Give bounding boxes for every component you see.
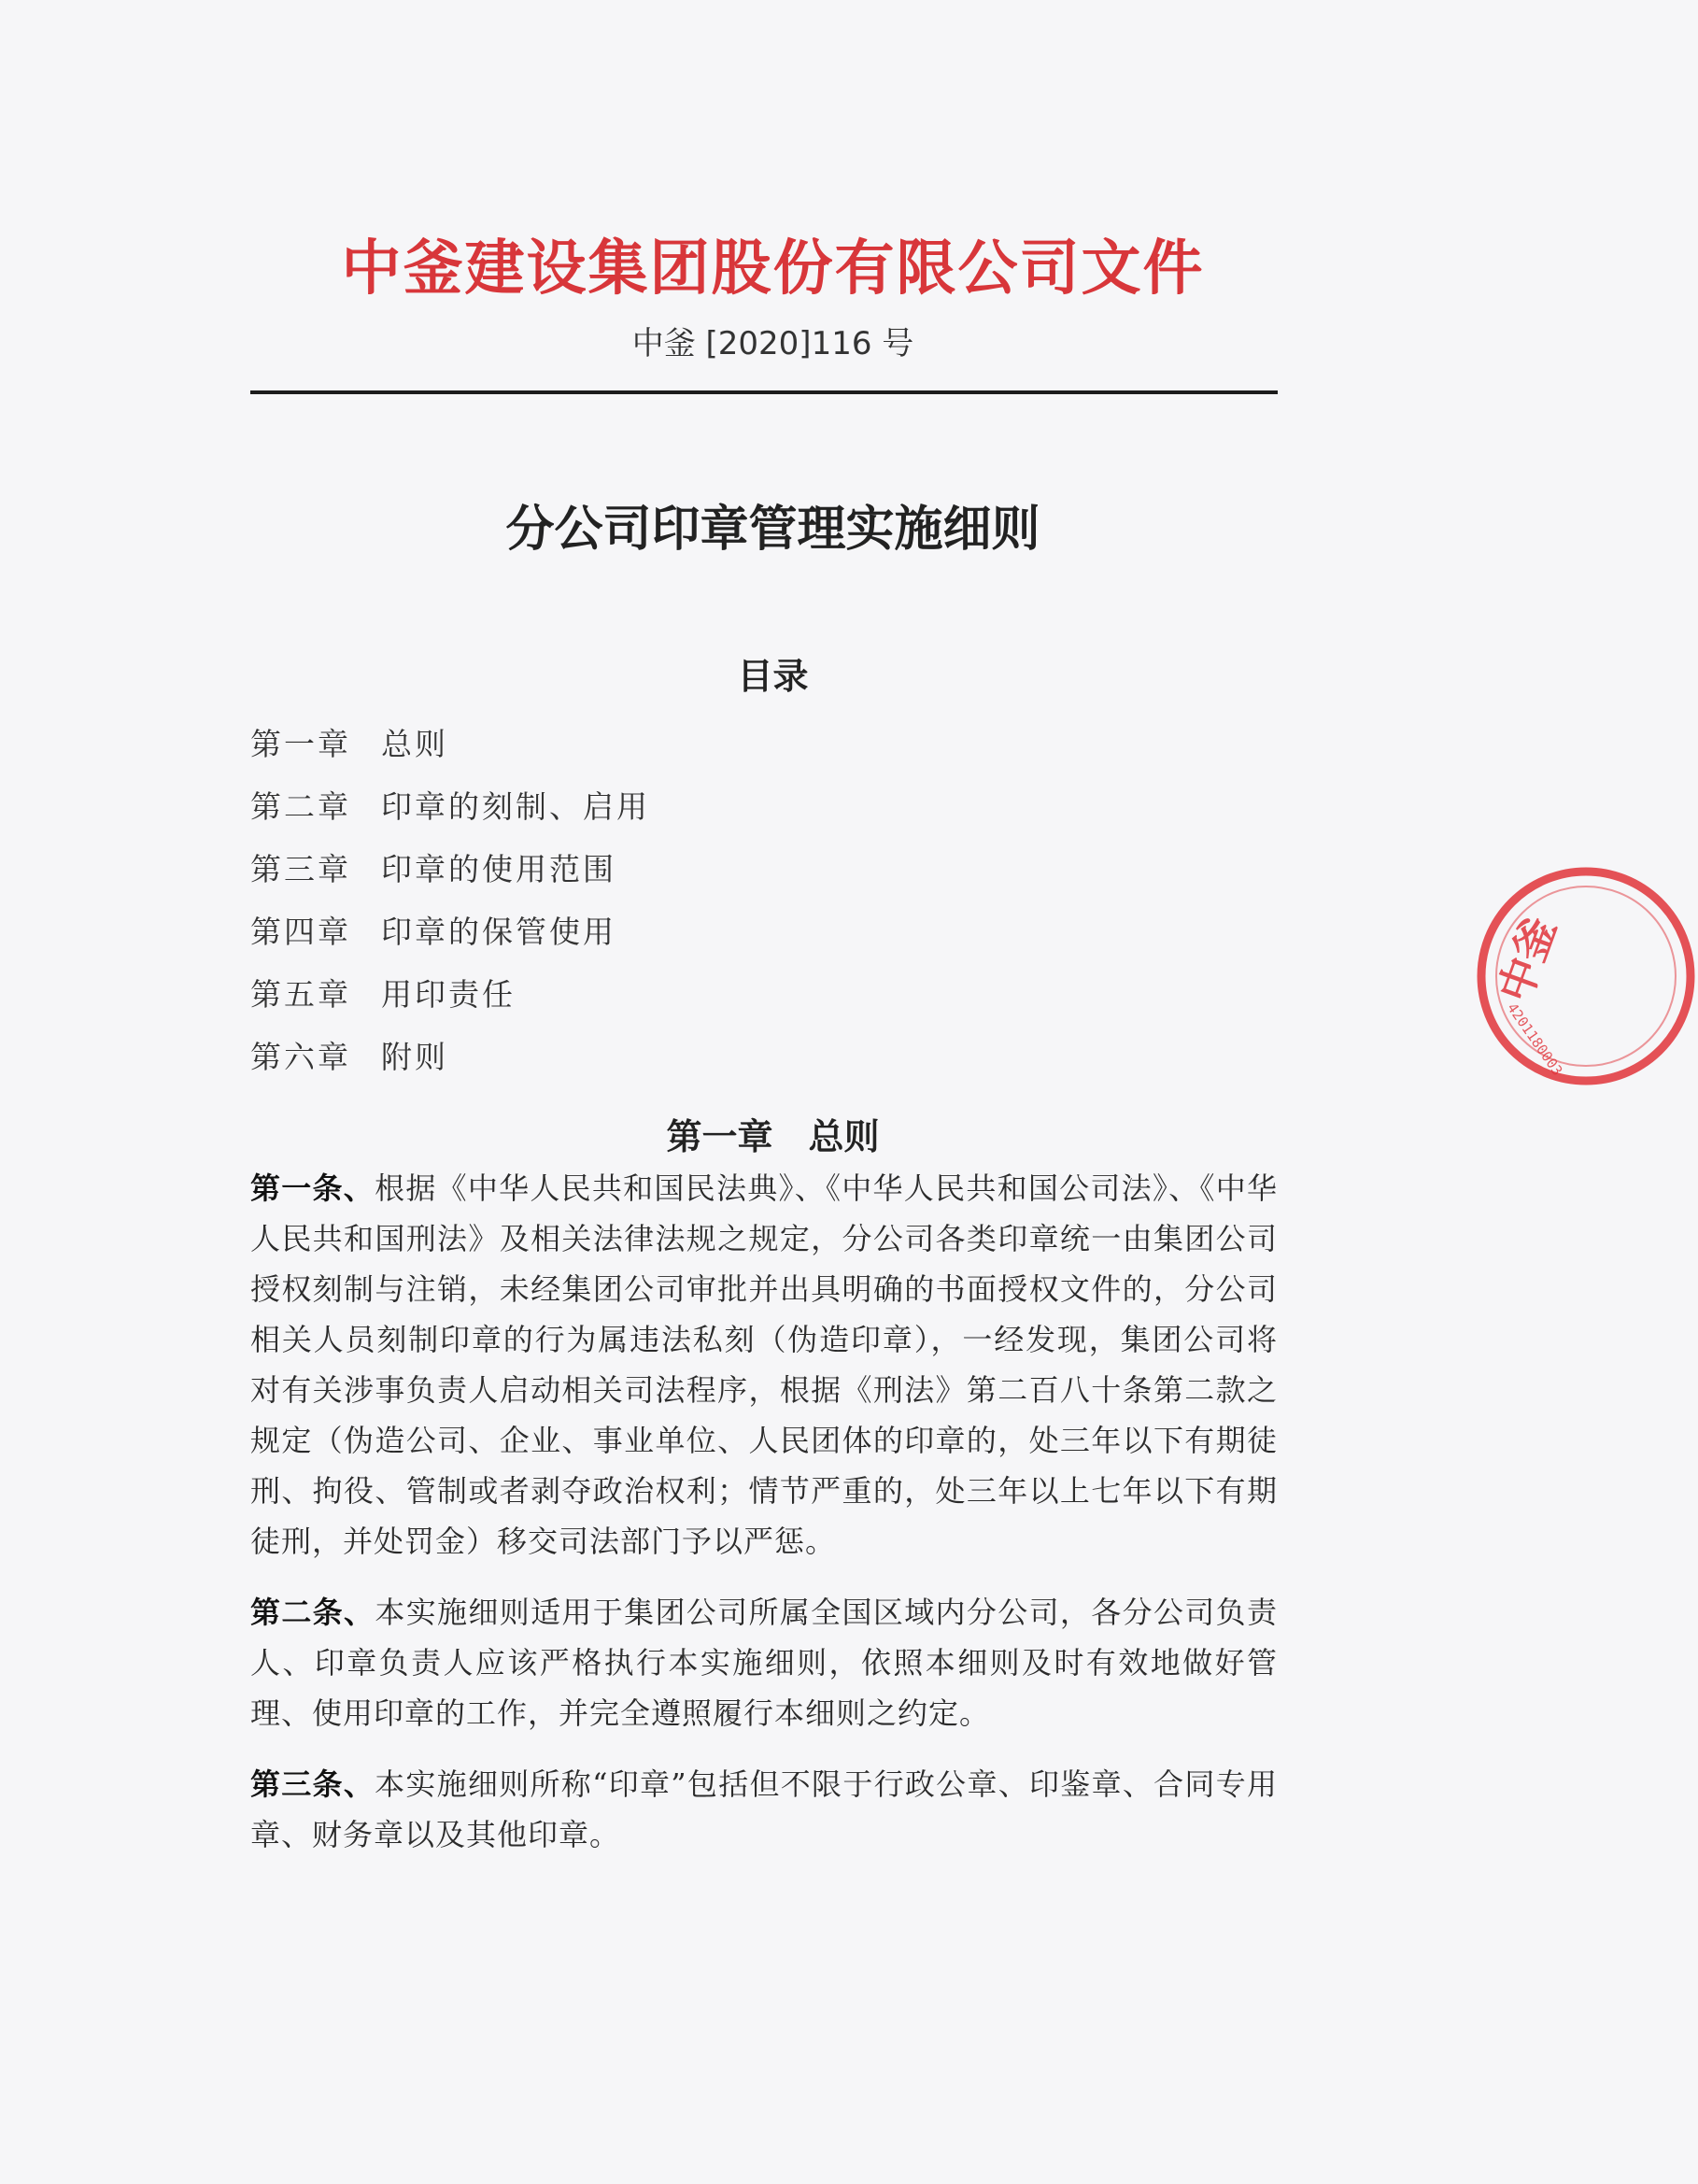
toc-chapter-number: 第四章 [250, 914, 351, 950]
toc-chapter-name: 印章的刻制、启用 [381, 788, 650, 825]
table-of-contents [250, 723, 650, 1099]
chapter-heading: 第一章 总则 [666, 1116, 880, 1157]
document-body [250, 1163, 1278, 1880]
toc-chapter-number: 第五章 [250, 976, 351, 1013]
toc-chapter-name: 用印责任 [381, 976, 516, 1013]
article-text: 根据《中华人民共和国民法典》、《中华人民共和国公司法》、《中华人民共和国刑法》及相关法律法规之规定，分公司各类印章统一由集团公司授权刻制与注销，未经集团公司审批并出具明确的书面授权文件的，分公司相关人员刻制印章的行为属违法私刻（伪造印章），一经发现，集团公司将对有关涉事负责人启动相关司法程序，根据《刑法》第二百八十条第二款之规定（伪造公司、企业、事业单位、人民团体的印章的，处三年以下有期徒刑、拘役、管制或者剥夺政治权利；情节严重的，处三年以上七年以下有期徒刑，并处罚金）移交司法部门予以严惩。 [250, 1170, 1278, 1559]
article-lead: 第二条、 [250, 1595, 375, 1630]
toc-chapter-name: 附则 [381, 1039, 448, 1075]
toc-item [250, 911, 650, 973]
toc-chapter-number: 第六章 [250, 1039, 351, 1075]
toc-chapter-number: 第一章 [250, 726, 351, 762]
toc-item [250, 786, 650, 848]
document-number: 中釜 [2020]116 号 [631, 325, 914, 362]
org-header-title: 中釜建设集团股份有限公司文件 [341, 234, 1205, 304]
company-seal-stamp [1474, 864, 1698, 1088]
toc-item [250, 848, 650, 911]
toc-chapter-name: 印章的保管使用 [381, 914, 616, 950]
header-divider [250, 390, 1278, 394]
article-2 [250, 1587, 1278, 1738]
toc-chapter-name: 总则 [381, 726, 448, 762]
svg-text:4201180003: 4201180003 [1503, 1000, 1566, 1079]
toc-chapter-number: 第二章 [250, 788, 351, 825]
article-1 [250, 1163, 1278, 1567]
article-text: 本实施细则所称“印章”包括但不限于行政公章、印鉴章、合同专用章、财务章以及其他印章。 [250, 1766, 1278, 1852]
toc-chapter-name: 印章的使用范围 [381, 851, 616, 887]
toc-item [250, 723, 650, 786]
article-3 [250, 1759, 1278, 1860]
article-lead: 第一条、 [250, 1170, 375, 1206]
toc-heading: 目录 [737, 656, 809, 697]
toc-chapter-number: 第三章 [250, 851, 351, 887]
article-lead: 第三条、 [250, 1766, 375, 1802]
toc-item [250, 1036, 650, 1099]
toc-item [250, 973, 650, 1036]
svg-text:中釜: 中釜 [1489, 910, 1566, 1009]
article-text: 本实施细则适用于集团公司所属全国区域内分公司，各分公司负责人、印章负责人应该严格执行本实施细则，依照本细则及时有效地做好管理、使用印章的工作，并完全遵照履行本细则之约定。 [250, 1595, 1278, 1731]
document-title: 分公司印章管理实施细则 [505, 502, 1040, 558]
